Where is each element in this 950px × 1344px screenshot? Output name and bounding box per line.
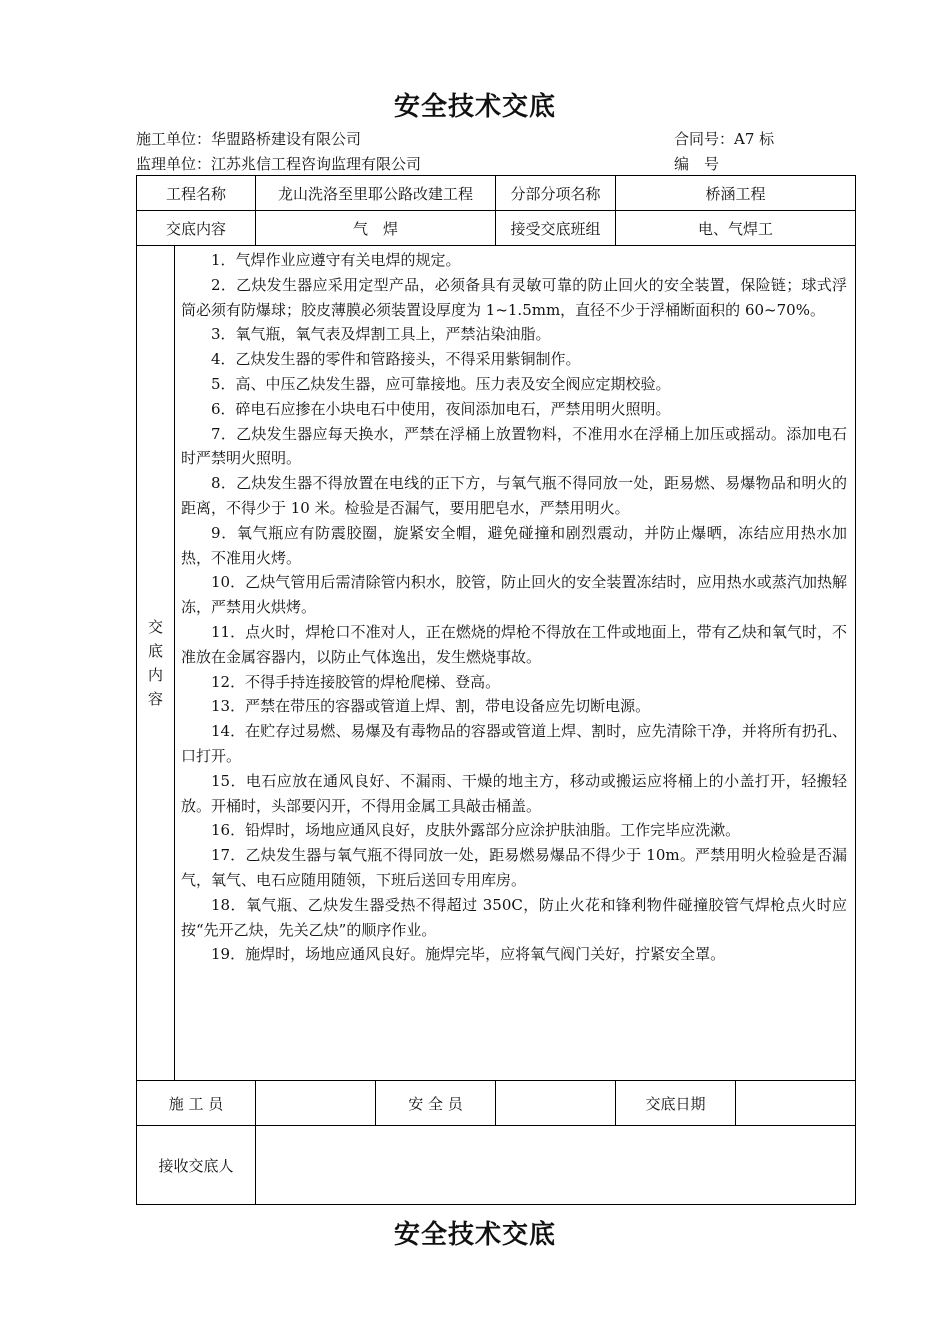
list-item: 17．乙炔发生器与氧气瓶不得同放一处，距易燃易爆品不得少于 10m。严禁用明火检验是否漏气，氧气、电石应随用随领，下班后送回专用库房。 xyxy=(181,846,848,889)
content-row xyxy=(137,211,856,246)
supervision-unit: 监理单位：江苏兆信工程咨询监理有限公司 xyxy=(136,155,422,173)
list-item: 14．在贮存过易燃、易爆及有毒物品的容器或管道上焊、割时，应先清除干净，并将所有扔孔、口打开。 xyxy=(181,722,848,765)
list-item: 16．铅焊时，场地应通风良好，皮肤外露部分应涂护肤油脂。工作完毕应洗漱。 xyxy=(211,821,741,840)
team-label: 接受交底班组 xyxy=(496,211,616,246)
date-value xyxy=(736,1081,856,1126)
serial-number: 编 号 xyxy=(674,155,720,173)
sub-project-value: 桥涵工程 xyxy=(616,176,856,211)
builder-signature xyxy=(256,1081,376,1126)
list-item: 11．点火时，焊枪口不准对人，正在燃烧的焊枪不得放在工件或地面上，带有乙炔和氧气时，不准放在金属容器内，以防止气体逸出，发生燃烧事故。 xyxy=(181,622,848,666)
list-item: 2．乙炔发生器应采用定型产品，必须备具有灵敏可靠的防止回火的安全装置，保险链；球式浮筒必须有防爆球；胶皮薄膜必须装置设厚度为 1~1.5mm，直径不少于浮桶断面积的 60~70%。 xyxy=(181,275,848,319)
list-item: 12．不得手持连接胶管的焊枪爬梯、登高。 xyxy=(211,672,501,691)
vertical-char: 容 xyxy=(147,690,163,708)
vertical-char: 底 xyxy=(147,642,163,660)
list-item: 3．氧气瓶，氧气表及焊割工具上，严禁沾染油脂。 xyxy=(211,325,551,344)
list-item: 18．氧气瓶、乙炔发生器受热不得超过 350C，防止火花和锋利物件碰撞胶管气焊枪点火时应按“先开乙炔，先关乙炔”的顺序作业。 xyxy=(181,895,848,939)
safety-officer-label: 安 全 员 xyxy=(376,1081,496,1126)
builder-label: 施 工 员 xyxy=(137,1081,256,1126)
document-title: 安全技术交底 xyxy=(393,92,556,122)
safety-officer-signature xyxy=(496,1081,616,1126)
content-value: 气 焊 xyxy=(256,211,496,246)
receiver-label: 接收交底人 xyxy=(137,1126,256,1205)
list-item: 13．严禁在带压的容器或管道上焊、割，带电设备应先切断电源。 xyxy=(211,697,651,716)
signature-row xyxy=(137,1081,856,1126)
vertical-char: 交 xyxy=(147,618,163,636)
receiver-row xyxy=(137,1126,856,1205)
list-item: 19．施焊时，场地应通风良好。施焊完毕，应将氧气阀门关好，拧紧安全罩。 xyxy=(211,945,726,964)
list-item: 4．乙炔发生器的零件和管路接头，不得采用紫铜制作。 xyxy=(211,350,581,369)
project-name-value: 龙山洗洛至里耶公路改建工程 xyxy=(256,176,496,211)
content-label: 交底内容 xyxy=(137,211,256,246)
details-content xyxy=(175,246,856,1081)
list-item: 8．乙炔发生器不得放置在电线的正下方，与氧气瓶不得同放一处，距易燃、易爆物品和明火的距离，不得少于 10 米。检验是否漏气，要用肥皂水，严禁用明火。 xyxy=(181,474,848,517)
list-item: 5．高、中压乙炔发生器，应可靠接地。压力表及安全阀应定期校验。 xyxy=(211,374,671,393)
project-name-label: 工程名称 xyxy=(137,176,256,211)
date-label: 交底日期 xyxy=(616,1081,736,1126)
list-item: 10．乙炔气管用后需清除管内积水，胶管，防止回火的安全装置冻结时，应用热水或蒸汽加热解冻，严禁用火烘烤。 xyxy=(181,573,848,617)
list-item: 1．气焊作业应遵守有关电焊的规定。 xyxy=(211,251,461,269)
details-row xyxy=(137,246,856,1081)
list-item: 9．氧气瓶应有防震胶圈，旋紧安全帽，避免碰撞和剧烈震动，并防止爆晒，冻结应用热水加热，不准用火烤。 xyxy=(181,523,848,567)
team-value: 电、气焊工 xyxy=(616,211,856,246)
project-row xyxy=(137,176,856,211)
contract-number: 合同号：A7 标 xyxy=(674,130,775,148)
list-item: 15．电石应放在通风良好、不漏雨、干燥的地主方，移动或搬运应将桶上的小盖打开，轻搬轻放。开桶时，头部要闪开，不得用金属工具敲击桶盖。 xyxy=(181,771,848,815)
next-page-title: 安全技术交底 xyxy=(393,1220,556,1250)
sub-project-label: 分部分项名称 xyxy=(496,176,616,211)
list-item: 7．乙炔发生器应每天换水，严禁在浮桶上放置物料，不准用水在浮桶上加压或摇动。添加电石时严禁明火照明。 xyxy=(181,424,848,468)
vertical-char: 内 xyxy=(147,666,163,684)
details-vertical-label xyxy=(137,246,175,1081)
disclosure-table xyxy=(136,175,856,1205)
list-item: 6．碎电石应掺在小块电石中使用，夜间添加电石，严禁用明火照明。 xyxy=(211,399,671,418)
construction-unit: 施工单位：华盟路桥建设有限公司 xyxy=(136,130,362,148)
receiver-signature xyxy=(256,1126,856,1205)
